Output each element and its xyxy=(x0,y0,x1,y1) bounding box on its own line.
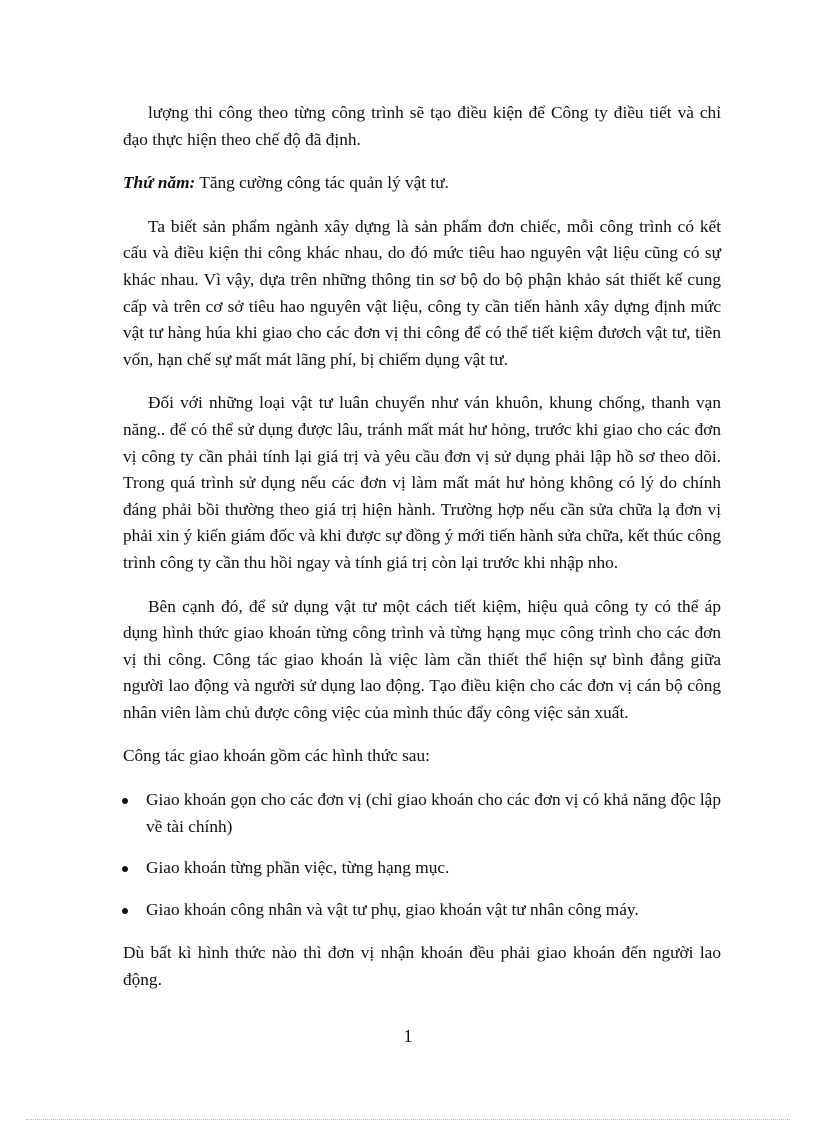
bullet-icon xyxy=(122,908,128,914)
list-item xyxy=(123,897,721,924)
contract-forms-list xyxy=(123,787,721,923)
list-item xyxy=(123,855,721,882)
list-item-text: Giao khoán gọn cho các đơn vị (chỉ giao khoán cho các đơn vị có khả năng độc lập về tài chính) xyxy=(146,790,721,836)
page-bottom-divider xyxy=(26,1119,790,1120)
paragraph-continuation: lượng thi công theo từng công trình sẽ tạo điều kiện để Công ty điều tiết và chỉ đạo thực hiện theo chế độ đã định. xyxy=(123,103,721,149)
section-heading-text: Tăng cường công tác quản lý vật tư. xyxy=(195,173,449,193)
paragraph-conclusion: Dù bất kì hình thức nào thì đơn vị nhận khoán đều phải giao khoán đến người lao động. xyxy=(123,943,721,990)
list-item xyxy=(123,787,721,840)
bullet-icon xyxy=(122,866,128,872)
section-lead-label: Thứ năm: xyxy=(123,173,196,193)
paragraph-rotating-materials: Đối với những loại vật tư luân chuyển như ván khuôn, khung chống, thanh vạn năng.. để có thể sử dụng được lâu, tránh mất mát hư hỏng, trước khi giao cho các đơn vị công ty cần phải tính lại giá trị và yêu cầu đơn vị sử dụng phải lập hồ sơ theo dõi. Trong quá trình sử dụng nếu các đơn vị làm mất mát hư hỏng không có lý do chính đáng phải bồi thường theo giá trị hiện hành. Trường hợp nếu cần sửa chữa lạ đơn vị phải xin ý kiến giám đốc và khi được sự đồng ý mới tiến hành sửa chữa, kết thúc công trình công ty cần thu hồi ngay và tính giá trị còn lại trước khi nhập nho. xyxy=(123,393,721,572)
paragraph-contracting: Bên cạnh đó, để sử dụng vật tư một cách tiết kiệm, hiệu quả công ty có thể áp dụng hình thức giao khoán từng công trình và từng hạng mục công trình cho các đơn vị thi công. Công tác giao khoán là việc làm cần thiết thể hiện sự bình đẳng giữa người lao động và người sử dụng lao động. Tạo điều kiện cho các đơn vị cán bộ công nhân viên làm chủ được công việc của mình thúc đẩy công việc sản xuất. xyxy=(123,596,721,722)
list-item-text: Giao khoán công nhân và vật tư phụ, giao khoán vật tư nhân công máy. xyxy=(146,899,639,919)
page-number: 1 xyxy=(403,1026,413,1046)
section-heading-paragraph xyxy=(123,170,721,197)
bullet-icon xyxy=(122,798,128,804)
list-item-text: Giao khoán từng phần việc, từng hạng mục. xyxy=(146,858,450,878)
page-body xyxy=(123,100,721,1011)
paragraph-material-norms: Ta biết sản phẩm ngành xây dựng là sản phẩm đơn chiếc, mỗi công trình có kết cấu và điều kiện thi công khác nhau, do đó mức tiêu hao nguyên vật liệu cũng có sự khác nhau. Vì vậy, dựa trên những thông tin sơ bộ do bộ phận khảo sát thiết kế cung cấp và trên cơ sở tiêu hao nguyên vật liệu, công ty cần tiến hành xây dựng định mức vật tư hàng húa khi giao cho các đơn vị thi công để có thể tiết kiệm đươch vật tư, tiền vốn, hạn chế sự mất mát lãng phí, bị chiếm dụng vật tư. xyxy=(123,216,721,369)
paragraph-contract-forms-intro: Công tác giao khoán gồm các hình thức sau: xyxy=(123,746,430,766)
